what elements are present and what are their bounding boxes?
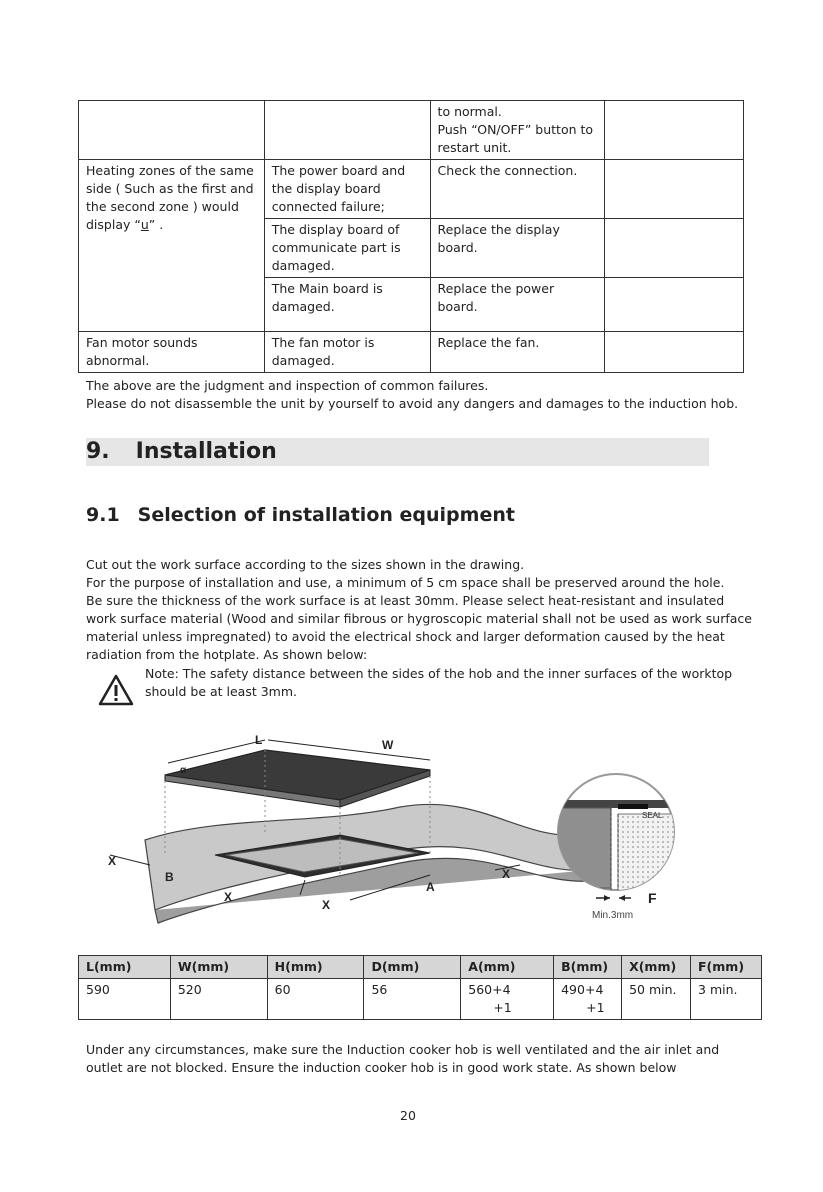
seal-detail-diagram: [556, 760, 676, 930]
label-x-front: X: [322, 898, 331, 912]
cause-cell: [264, 101, 430, 160]
value-x: 50 min.: [622, 979, 691, 1020]
min-label: Min.3mm: [592, 910, 634, 921]
subsection-heading: 9.1 Selection of installation equipment: [86, 504, 515, 526]
header-b: B(mm): [554, 956, 622, 979]
table-row: [79, 160, 744, 219]
ventilation-text: Under any circumstances, make sure the Induction cooker hob is well ventilated and the air inlet and outlet are not blocked. Ensure the induction cooker hob is in good work state. As shown below: [86, 1042, 720, 1075]
blank-cell: [605, 219, 744, 278]
table-header-row: [79, 956, 762, 979]
blank-cell: [605, 160, 744, 219]
label-x-left: X: [108, 854, 117, 868]
blank-cell: [605, 332, 744, 373]
fault-cell: Heating zones of the same side ( Such as the first and the second zone ) would display “u” .: [79, 160, 265, 332]
seal-label: SEAL: [642, 811, 663, 820]
value-d: 56: [364, 979, 461, 1020]
header-w: W(mm): [170, 956, 267, 979]
troubleshooting-table: [78, 100, 744, 373]
value-w: 520: [170, 979, 267, 1020]
fault-cell: Fan motor sounds abnormal.: [79, 332, 265, 373]
cause-cell: The fan motor is damaged.: [264, 332, 430, 373]
solution-cell: Replace the display board.: [430, 219, 605, 278]
cause-cell: The display board of communicate part is damaged.: [264, 219, 430, 278]
solution-cell: Check the connection.: [430, 160, 605, 219]
header-l: L(mm): [79, 956, 171, 979]
label-b: B: [165, 870, 174, 884]
label-x-bottom: X: [224, 890, 233, 904]
table-row: [79, 979, 762, 1020]
value-a: 560+4 +1: [461, 979, 554, 1020]
warning-icon: [98, 674, 134, 709]
header-a: A(mm): [461, 956, 554, 979]
section-heading: 9. Installation: [86, 438, 709, 466]
note-text: Note: The safety distance between the sides of the hob and the inner surfaces of the worktop should be at least 3mm.: [145, 666, 733, 699]
display-u-text: display “u” .: [86, 217, 164, 232]
cause-cell: The Main board is damaged.: [264, 278, 430, 332]
header-h: H(mm): [267, 956, 364, 979]
label-x-right: X: [502, 867, 511, 881]
dimensions-table: [78, 955, 762, 1020]
page-number: 20: [400, 1108, 416, 1123]
label-a: A: [426, 880, 435, 894]
table-row: [79, 332, 744, 373]
value-l: 590: [79, 979, 171, 1020]
table-row: [79, 101, 744, 160]
header-x: X(mm): [622, 956, 691, 979]
fault-cell: [79, 101, 265, 160]
value-h: 60: [267, 979, 364, 1020]
after-table-text: The above are the judgment and inspection of common failures. Please do not disassemble the unit by yourself to avoid any dangers and damages to the induction hob.: [86, 378, 739, 411]
header-d: D(mm): [364, 956, 461, 979]
label-w: W: [382, 738, 394, 752]
label-l: L: [255, 735, 263, 747]
label-f: F: [648, 890, 657, 906]
solution-cell: to normal. Push “ON/OFF” button to restart unit.: [430, 101, 605, 160]
cause-cell: The power board and the display board connected failure;: [264, 160, 430, 219]
blank-cell: [605, 278, 744, 332]
blank-cell: [605, 101, 744, 160]
label-alpha: α: [180, 765, 187, 776]
solution-cell: Replace the fan.: [430, 332, 605, 373]
header-f: F(mm): [691, 956, 762, 979]
solution-cell: Replace the power board.: [430, 278, 605, 332]
value-b: 490+4 +1: [554, 979, 622, 1020]
body-text: Cut out the work surface according to the sizes shown in the drawing. For the purpose of installation and use, a minimum of 5 cm space shall be preserved around the hole. Be sure the thickness of the work surface is at least 30mm. Please select heat-resistant and insulated work surface material (Wood and similar fibrous or hygroscopic material shall not be used as work surface material unless impregnated) to avoid the electrical shock and larger deformation caused by the heat radiation from the hotplate. As shown below:: [86, 557, 752, 662]
value-f: 3 min.: [691, 979, 762, 1020]
